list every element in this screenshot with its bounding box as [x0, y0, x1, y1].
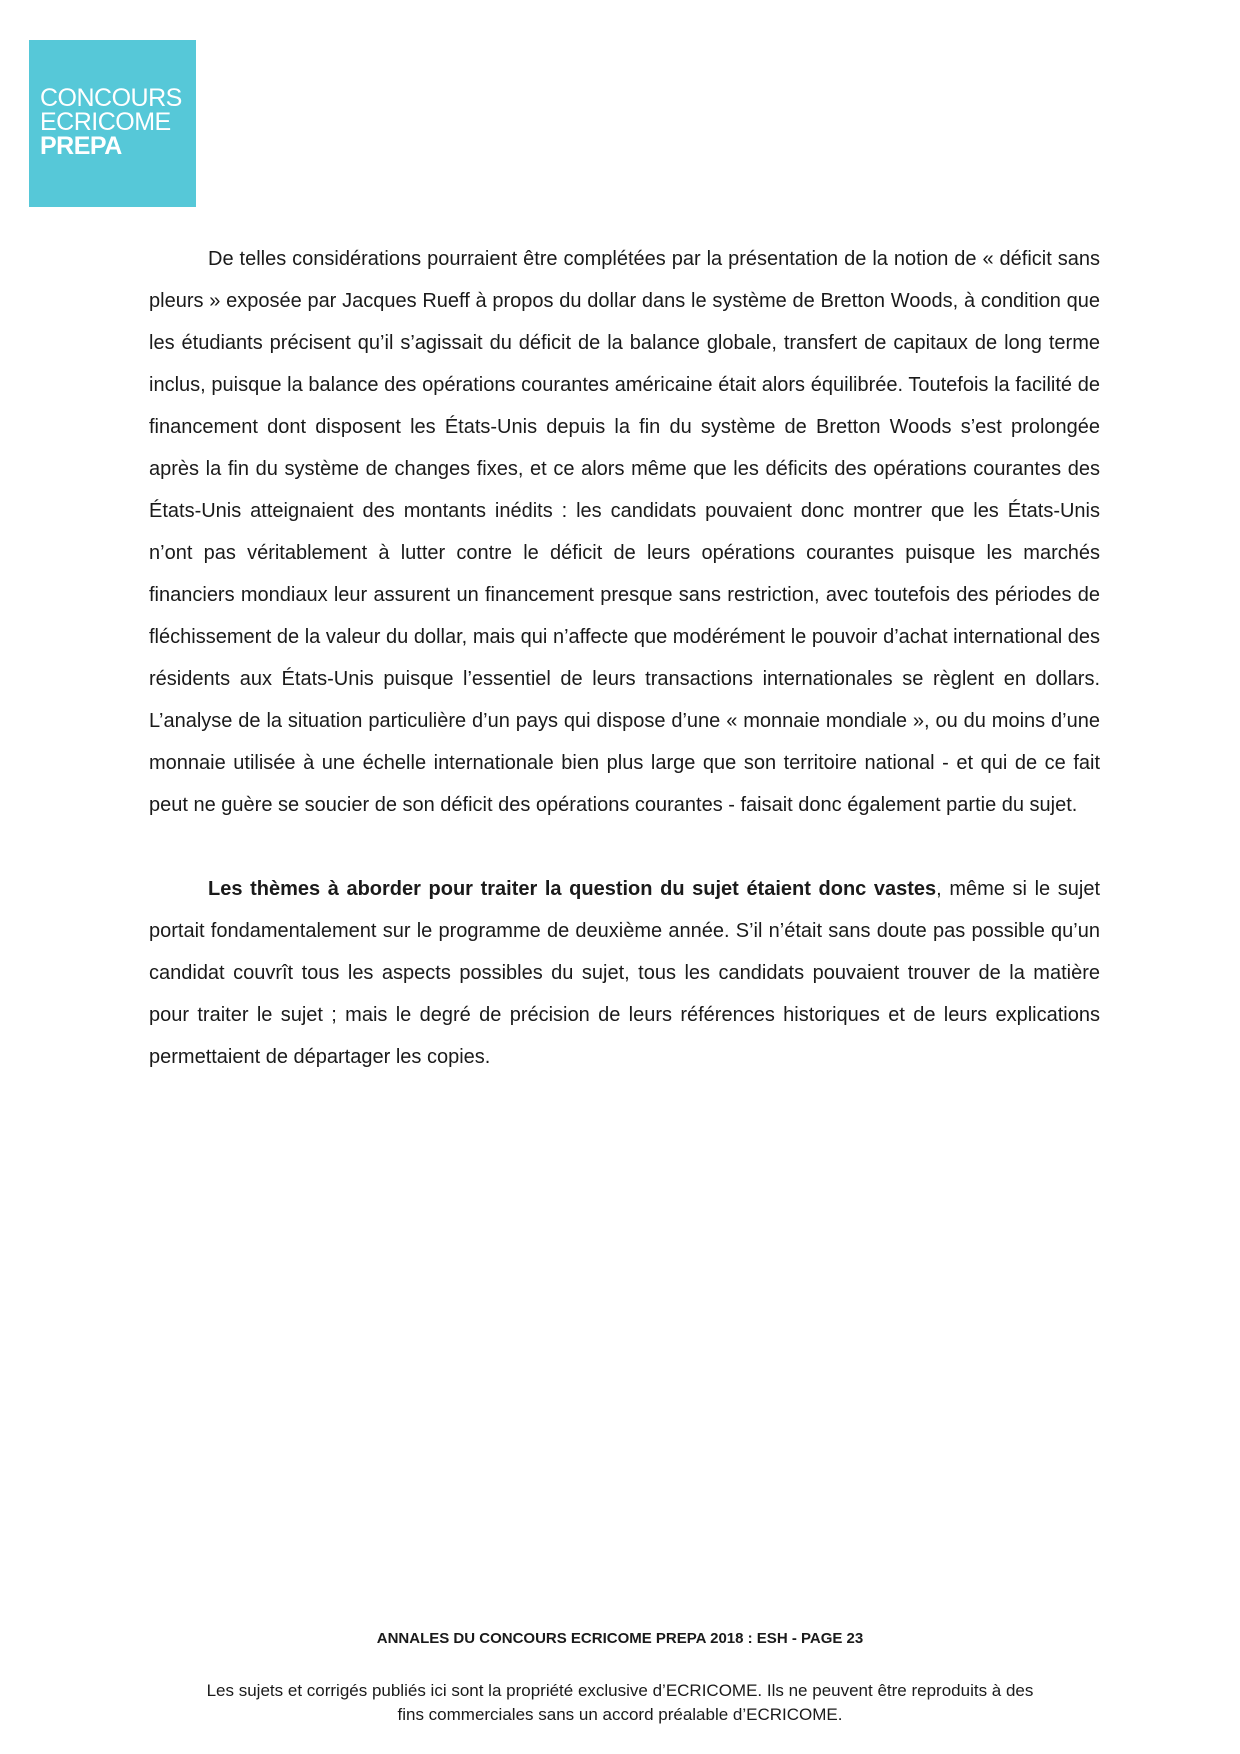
copyright-notice-line-2: fins commerciales sans un accord préalable d’ECRICOME. [397, 1705, 843, 1724]
paragraph-themes [149, 868, 1100, 1078]
document-body [149, 238, 1100, 1078]
logo-line-prepa: PREPA [40, 132, 122, 160]
logo-line-concours: CONCOURS [40, 84, 182, 112]
paragraph-themes-text: , même si le sujet portait fondamentalement sur le programme de deuxième année. S’il n’était sans doute pas possible qu’un candidat couvrît tous les aspects possibles du sujet, tous les candidats pouvaient trouver de la matière pour traiter le sujet ; mais le degré de précision de leurs références historiques et de leurs explications permettaient de départager les copies. [149, 878, 1100, 1068]
paragraph-deficit-sans-pleurs: De telles considérations pourraient être complétées par la présentation de la notion de « déficit sans pleurs » exposée par Jacques Rueff à propos du dollar dans le système de Bretton Woods, à condition que les étudiants précisent qu’il s’agissait du déficit de la balance globale, transfert de capitaux de long terme inclus, puisque la balance des opérations courantes américaine était alors équilibrée. Toutefois la facilité de financement dont disposent les États-Unis depuis la fin du système de Bretton Woods s’est prolongée après la fin du système de changes fixes, et ce alors même que les déficits des opérations courantes des États-Unis atteignaient des montants inédits : les candidats pouvaient donc montrer que les États-Unis n’ont pas véritablement à lutter contre le déficit de leurs opérations courantes puisque les marchés financiers mondiaux leur assurent un financement presque sans restriction, avec toutefois des périodes de fléchissement de la valeur du dollar, mais qui n’affecte que modérément le pouvoir d’achat international des résidents aux États-Unis puisque l’essentiel de leurs transactions internationales se règlent en dollars. L’analyse de la situation particulière d’un pays qui dispose d’une « monnaie mondiale », ou du moins d’une monnaie utilisée à une échelle internationale bien plus large que son territoire national - et qui de ce fait peut ne guère se soucier de son déficit des opérations courantes - faisait donc également partie du sujet. [149, 248, 1100, 816]
ecricome-logo [29, 40, 196, 207]
page-footer-title: ANNALES DU CONCOURS ECRICOME PREPA 2018 : ESH - PAGE 23 [376, 1630, 864, 1647]
copyright-notice-line-1: Les sujets et corrigés publiés ici sont la propriété exclusive d’ECRICOME. Ils ne peuvent être reproduits à des [206, 1681, 1034, 1700]
copyright-notice [0, 1679, 1240, 1727]
logo-line-ecricome: ECRICOME [40, 108, 171, 136]
paragraph-themes-emphasis: Les thèmes à aborder pour traiter la question du sujet étaient donc vastes [208, 878, 937, 900]
